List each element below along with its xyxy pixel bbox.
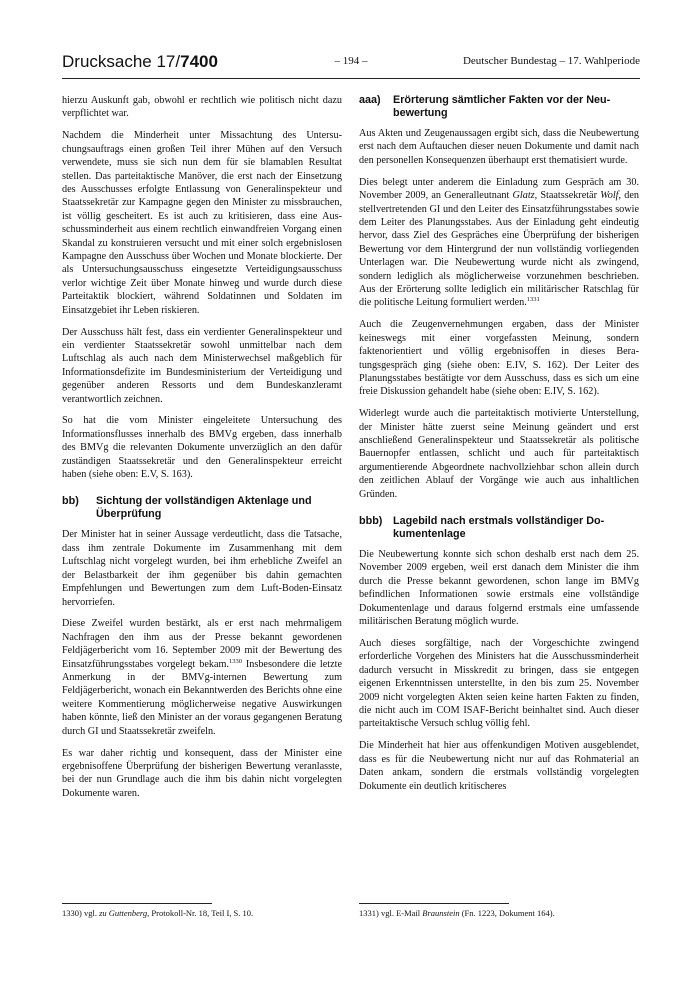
person-name-glatz: Glatz <box>512 190 535 202</box>
left-paragraph-6 <box>62 617 342 738</box>
person-name-wolf: Wolf <box>600 190 619 202</box>
left-paragraph-7: Es war daher richtig und konsequent, dass der Minister eine ergebnisoffene Überprüfung der bisherigen Bewertung veranlasste, bei der nun Grundlage auch die ihm bis dahin nicht vorgelegten Dokumente waren. <box>62 747 342 799</box>
footnote-1330 <box>62 908 253 919</box>
section-title-bbb: Lagebild nach erstmals vollständiger Dokumentenlage <box>393 515 605 541</box>
section-heading-bbb <box>359 515 639 541</box>
footnote-ref-1331: 1331 <box>526 296 540 304</box>
right-paragraph-2 <box>359 176 639 310</box>
left-paragraph-2: Nachdem die Minderheit unter Missachtung des Untersuchungsauftrags einen großen Teil ihrer Mühen auf den Versuch verwendete, muss sie sich nun dem für sie blamablen Resultat stellen. Das parteitaktische Manöver, die erst nach der Einsetzung des Ausschusses erfolgte Entlassung von Generalinspekteur und Staatssekretär zur Kampagne gegen den Minister zu missbrauchen, ist völlig gescheitert. Es ist auch zu kritisieren, dass eine Ausschussminderheit aus einem rechtlich einwandfreien Vorgang einen Skandal zu konstruieren versucht und mit einer solch ergebnislosen Kampagne den Ausschuss über Wochen und Monate blockierte. Der als Untersuchungsausschuss eingesetzte Verteidigungsausschuss verlor wichtige Zeit über Monate hinweg und wurde durch diese Parteitaktik blockiert, während Soldatinnen und Soldaten im Einsatzgebiet ihr Leben riskieren. <box>62 130 342 316</box>
document-label: Drucksache 17/ <box>62 52 181 71</box>
footnote-1331-prefix: 1331) vgl. E-Mail <box>359 908 423 918</box>
footnote-1330-suffix: , Protokoll-Nr. 18, Teil I, S. 10. <box>147 908 254 918</box>
section-number-aaa: aaa) <box>359 94 381 106</box>
left-paragraph-1: hierzu Auskunft gab, obwohl er rechtlich wie politisch nicht dazu verpflichtet war. <box>62 95 342 120</box>
right-paragraph-5: Die Neubewertung konnte sich schon deshalb erst nach dem 25. November 2009 ergeben, weil erst danach dem Minister die ihm durch die Presse bekannt gewordenen, schon lange im BMVg befindlichen Informationen sowie erstmals eine vollständige Dokumentenlage und daraus folgernd erstmals eine umfassende militärischen Beratung möglich wurde. <box>359 549 639 628</box>
section-number-bbb: bbb) <box>359 515 383 528</box>
right-paragraph-7: Die Minderheit hat hier aus offenkundigen Motiven ausgeblendet, dass es für die Neubewertung nicht nur auf das Rohmaterial an Daten ankam, sondern die erstmals vollständig vorgelegten Dokumente ein deutlich kritischeres <box>359 740 639 792</box>
section-number-bb: bb) <box>62 495 79 508</box>
right-paragraph-2-text-c: , den stellvertretenden GI und den Leiter des Einsatzführungsstabes sowie dem Leiter des Planungsstabes. Aus der Einladung geht eindeutig hervor, dass Ziel des Gespräches eine Überprüfung der bisherigen Bewertung vor dem Hintergrund der nun vollständig vorliegenden Unterlagen war. Die Neubewertung wurde nicht als zwingend, sondern lediglich als möglicherweise vorzunehmen beschrieben. Aus der Erörterung sollte lediglich ein militärischer Ratschlag für die politische Leitung formuliert werden. <box>359 190 640 309</box>
publisher-label: Deutscher Bundestag – 17. Wahlperiode <box>462 55 640 67</box>
document-number-value: 7400 <box>180 52 218 71</box>
right-paragraph-2-text-b: , Staatssekretär <box>534 190 601 202</box>
section-title-bb: Sichtung der vollständigen Aktenlage und Überprüfung <box>96 495 312 521</box>
right-paragraph-6: Auch dieses sorgfältige, nach der Vorgeschichte zwingend erforderliche Vorgehen des Ministers hat die Ausschussminderheit dadurch versucht in Misskredit zu bringen, dass sie entgegen eigenen Erkenntnissen unterstellte, in den bis zum 25. November 2009 nicht vorgelegten Akten seien keine harten Fakten zu finden, die nicht auch im COM ISAF-Bericht beinhaltet sind. Auch dieser parteitaktische Versuch schlug völlig fehl. <box>359 638 639 730</box>
footnote-1330-name: zu Guttenberg <box>99 908 148 918</box>
footnote-rule-right <box>359 903 509 904</box>
left-paragraph-5: Der Minister hat in seiner Aussage verdeutlicht, dass die Tatsache, dass ihm zentrale Dokumente im Zusammenhang mit dem Luftschlag nicht vorgelegt wurden, bei ihm erhebliche Zweifel an der Belastbarkeit der ihm gegenüber bis dahin gemachten Empfehlungen und Bewertungen zum dem Luft-Boden-Einsatz hervorriefen. <box>62 529 342 608</box>
header-rule <box>62 78 640 79</box>
right-paragraph-2-text-a: Dies belegt unter anderem die Einladung zum Gespräch am 30. November 2009, an Generalleutnant <box>359 176 639 202</box>
right-paragraph-4: Widerlegt wurde auch die parteitaktisch motivierte Unterstellung, der Minister hätte zuerst seine Meinung geändert und erst anschließend Generalinspekteur und Staatssekretär als politische Bauernopfer entlassen, schlicht und auch für parteitaktisch argumentierende Abgeordnete nachvollziehbar schon allein durch den zeitlichen Ablauf der Vorgänge wie auch aus inhaltlichen Gründen. <box>359 408 639 500</box>
footnote-1331-suffix: (Fn. 1223, Dokument 164). <box>459 908 555 918</box>
footnote-1331-name: Braunstein <box>422 908 460 918</box>
left-paragraph-6-text-b: Insbesondere die letzte Anmerkung in der BMVg-internen Bewertung zum Feldjägerbericht, wonach ein Bekanntwerden des Berichts ohne eine weitere Kommentierung möglicherweise negative Auswirkungen haben könnte, ließ den Minister an der voraus gegangenen Beratung durch GI und Staatssekretär zweifeln. <box>62 658 342 737</box>
right-paragraph-3: Auch die Zeugenvernehmungen ergaben, dass der Minister keineswegs mit einer vorgefassten Meinung, sondern faktenorientiert und völlig ergebnisoffen in dieses Beratungsgespräch ging (siehe oben: E.IV, S. 162). Der Leiter des Planungsstabes bestätigte vor dem Ausschuss, dass es sich um eine freie Diskussion gehandelt habe (siehe oben: E.IV, S. 162). <box>359 319 639 398</box>
left-column <box>62 94 342 809</box>
left-paragraph-4: So hat die vom Minister eingeleitete Untersuchung des Informationsflusses innerhalb des BMVg ergeben, dass innerhalb des BMVg die relevanten Dokumente unverzüglich an den dafür zuständigen Staatssekretär und den Generalinspekteur erreicht haben (siehe oben: E.V, S. 163). <box>62 415 342 481</box>
right-column <box>359 94 639 801</box>
section-title-aaa: Erörterung sämtlicher Fakten vor der Neubewertung <box>393 94 611 119</box>
footnote-1331 <box>359 908 555 919</box>
page-number: – 194 – <box>334 55 368 67</box>
section-heading-bb <box>62 495 342 521</box>
footnote-1330-prefix: 1330) vgl. <box>62 908 100 918</box>
footnote-rule-left <box>62 903 212 904</box>
page-header <box>62 50 640 76</box>
section-heading-aaa <box>359 94 639 120</box>
right-paragraph-1: Aus Akten und Zeugenaussagen ergibt sich, dass die Neubewertung erst nach dem Auftauchen dieser neuen Dokumente und damit nach den personellen Konsequenzen überhaupt erst thematisiert wurde. <box>359 128 639 166</box>
footnote-ref-1330: 1330 <box>228 657 242 665</box>
left-paragraph-6-text-a: Diese Zweifel wurden bestärkt, als er erst nach mehrmaligem Nachfragen den ihm aus der Presse bekannt gewordenen Feldjägerbericht vom 16. September 2009 mit der Bewertung des Einsatzführungsstabes vorgelegt bekam. <box>62 618 342 670</box>
left-paragraph-3: Der Ausschuss hält fest, dass ein verdienter Generalinspekteur und ein verdienter Staatssekretär sowohl unmittelbar nach dem Luftschlag als auch nach dem Ministerwechsel maßgeblich für Informationsdefizite im Bundesministerium der Verteidigung und gegenüber anderen Ressorts und dem Bundeskanzleramt verantwortlich zeichnen. <box>62 326 342 405</box>
